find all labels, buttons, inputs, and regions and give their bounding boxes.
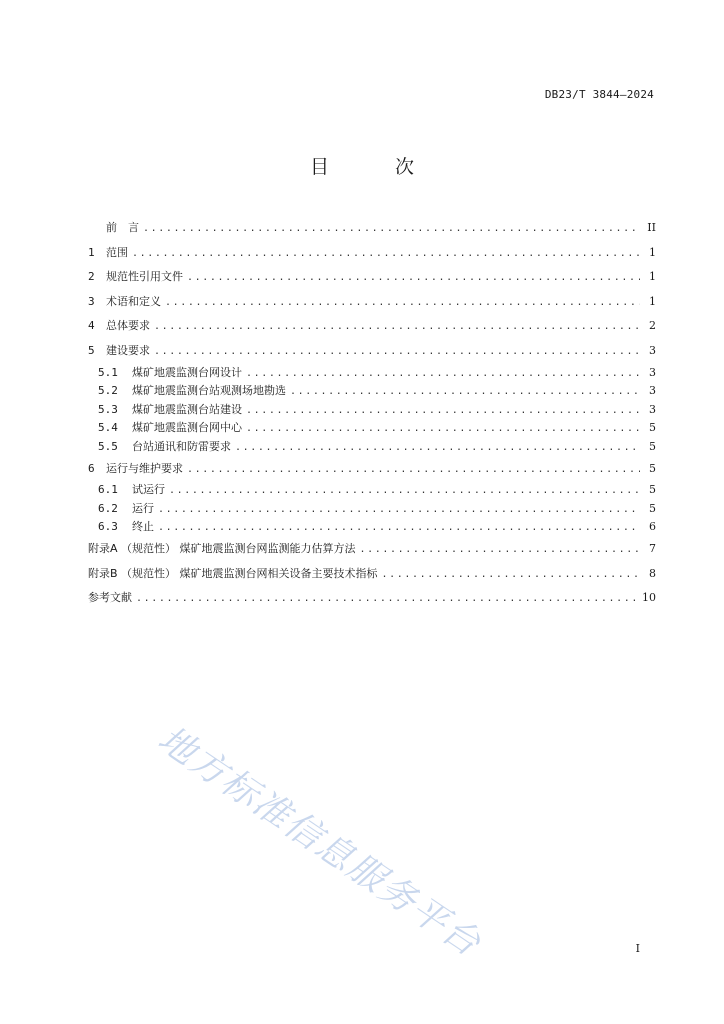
page-title: 目 次 bbox=[309, 156, 445, 178]
toc-entry-label: 附录A （规范性） 煤矿地震监测台网监测能力估算方法 bbox=[88, 541, 356, 555]
toc-entry[interactable] bbox=[88, 481, 656, 500]
watermark: 地方标准信息服务平台 bbox=[150, 718, 489, 966]
toc-entry-label: 煤矿地震监测台站建设 bbox=[132, 402, 242, 416]
toc-entry-page: II bbox=[647, 221, 656, 234]
toc-entry-number: 6.1 bbox=[98, 483, 118, 497]
toc-entry-number: 5.5 bbox=[98, 439, 118, 453]
toc-leader-dots bbox=[187, 266, 640, 291]
toc-entry[interactable] bbox=[88, 401, 656, 420]
toc-entry-number: 6.2 bbox=[98, 501, 118, 515]
toc-entry-page: 1 bbox=[649, 294, 656, 308]
toc-entry-number: 5.1 bbox=[98, 365, 118, 379]
toc-entry-page: 1 bbox=[649, 270, 656, 284]
toc-entry-number: 6 bbox=[88, 461, 95, 475]
toc-entry[interactable] bbox=[88, 241, 656, 266]
toc-leader-dots bbox=[132, 242, 640, 267]
toc-entry-page: 8 bbox=[649, 566, 656, 580]
toc-leader-dots bbox=[246, 420, 640, 439]
toc-leader-dots bbox=[382, 563, 640, 588]
toc-leader-dots bbox=[165, 291, 640, 316]
toc-entry-number: 5.2 bbox=[98, 384, 118, 398]
toc-leader-dots bbox=[154, 340, 640, 365]
toc-entry-label: 台站通讯和防雷要求 bbox=[132, 439, 231, 453]
toc-entry[interactable] bbox=[88, 457, 656, 482]
toc-entry-page: 5 bbox=[649, 461, 656, 475]
toc-entry-label: 建设要求 bbox=[106, 343, 150, 357]
document-code: DB23/T 3844—2024 bbox=[544, 88, 654, 101]
toc-entry-label: 终止 bbox=[132, 520, 154, 534]
toc-entry-page: 1 bbox=[649, 245, 656, 259]
toc-entry-number: 6.3 bbox=[98, 520, 118, 534]
toc-leader-dots bbox=[246, 365, 640, 384]
toc-entry-label: 术语和定义 bbox=[106, 294, 161, 308]
toc-entry-page: 3 bbox=[649, 343, 656, 357]
toc-leader-dots bbox=[158, 501, 640, 520]
toc-leader-dots bbox=[187, 458, 640, 483]
toc-entry[interactable] bbox=[88, 537, 656, 562]
toc-entry-number: 5.3 bbox=[98, 402, 118, 416]
toc-entry[interactable] bbox=[88, 586, 656, 611]
table-of-contents bbox=[88, 216, 656, 611]
toc-entry[interactable] bbox=[88, 518, 656, 537]
toc-entry-page: 3 bbox=[649, 384, 656, 398]
toc-entry[interactable] bbox=[88, 382, 656, 401]
toc-entry[interactable] bbox=[88, 419, 656, 438]
toc-entry-label: 煤矿地震监测台网中心 bbox=[132, 421, 242, 435]
toc-leader-dots bbox=[360, 538, 640, 563]
toc-entry[interactable] bbox=[88, 364, 656, 383]
toc-entry-page: 7 bbox=[649, 541, 656, 555]
toc-leader-dots bbox=[246, 402, 640, 421]
toc-entry[interactable] bbox=[88, 265, 656, 290]
toc-entry[interactable] bbox=[88, 562, 656, 587]
toc-entry-label: 范围 bbox=[106, 245, 128, 259]
toc-entry-label: 附录B （规范性） 煤矿地震监测台网相关设备主要技术指标 bbox=[88, 566, 378, 580]
toc-leader-dots bbox=[154, 315, 640, 340]
toc-entry-number: 2 bbox=[88, 270, 95, 284]
toc-entry[interactable] bbox=[88, 438, 656, 457]
toc-entry-number: 4 bbox=[88, 319, 95, 333]
toc-entry-label: 煤矿地震监测台网设计 bbox=[132, 365, 242, 379]
toc-leader-dots bbox=[235, 439, 640, 458]
toc-entry-page: 5 bbox=[649, 421, 656, 435]
toc-entry-page: 3 bbox=[649, 365, 656, 379]
toc-leader-dots bbox=[143, 217, 640, 242]
toc-entry[interactable] bbox=[88, 290, 656, 315]
toc-entry-number: 5 bbox=[88, 343, 95, 357]
toc-entry-label: 规范性引用文件 bbox=[106, 270, 183, 284]
toc-entry-number: 3 bbox=[88, 294, 95, 308]
toc-entry[interactable] bbox=[88, 500, 656, 519]
toc-entry-page: 10 bbox=[642, 591, 656, 605]
toc-leader-dots bbox=[136, 587, 638, 612]
toc-entry-label: 试运行 bbox=[132, 483, 165, 497]
toc-leader-dots bbox=[169, 482, 640, 501]
toc-leader-dots bbox=[290, 383, 640, 402]
toc-entry-page: 5 bbox=[649, 483, 656, 497]
toc-entry-label: 煤矿地震监测台站观测场地勘选 bbox=[132, 384, 286, 398]
toc-entry-label: 运行与维护要求 bbox=[106, 461, 183, 475]
toc-entry-page: 2 bbox=[649, 319, 656, 333]
toc-entry-number: 1 bbox=[88, 245, 95, 259]
toc-entry-label: 前 言 bbox=[106, 221, 139, 234]
toc-entry-label: 参考文献 bbox=[88, 591, 132, 605]
toc-entry-page: 5 bbox=[649, 501, 656, 515]
toc-entry[interactable] bbox=[88, 339, 656, 364]
toc-entry-page: 6 bbox=[649, 520, 656, 534]
toc-entry-number: 5.4 bbox=[98, 421, 118, 435]
toc-entry[interactable] bbox=[88, 314, 656, 339]
footer-page-number: I bbox=[635, 942, 640, 955]
toc-entry-page: 5 bbox=[649, 439, 656, 453]
toc-leader-dots bbox=[158, 519, 640, 538]
toc-entry-page: 3 bbox=[649, 402, 656, 416]
toc-entry-label: 运行 bbox=[132, 501, 154, 515]
toc-entry-label: 总体要求 bbox=[106, 319, 150, 333]
toc-entry[interactable] bbox=[88, 216, 656, 241]
